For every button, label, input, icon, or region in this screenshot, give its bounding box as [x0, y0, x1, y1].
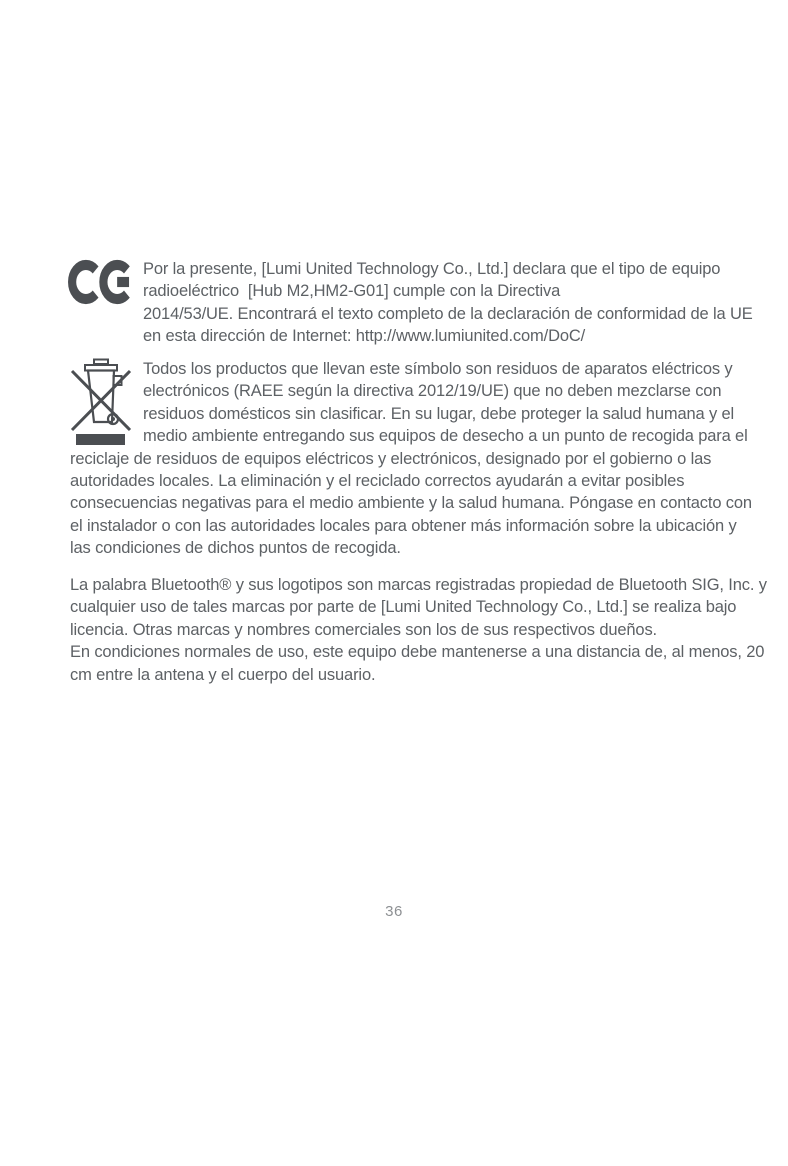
ce-declaration-section: [143, 258, 753, 348]
ce-declaration-line: 2014/53/UE. Encontrará el texto completo de la declaración de conformidad de la UE: [143, 304, 753, 323]
weee-line: medio ambiente entregando sus equipos de desecho a un punto de recogida para el: [143, 427, 748, 446]
weee-line: el instalador o con las autoridades locales para obtener más información sobre la ubicación y: [70, 516, 737, 535]
ce-declaration-line: radioeléctrico [Hub M2,HM2-G01] cumple con la Directiva: [143, 282, 561, 301]
bluetooth-notice-line: cualquier uso de tales marcas por parte de [Lumi United Technology Co., Ltd.] se realiza bajo: [70, 598, 737, 617]
ce-mark-icon: [68, 258, 135, 306]
bluetooth-notice-line: cm entre la antena y el cuerpo del usuario.: [70, 665, 376, 684]
weee-line: residuos domésticos sin clasificar. En su lugar, debe proteger la salud humana y el: [143, 404, 735, 423]
weee-line: las condiciones de dichos puntos de recogida.: [70, 539, 401, 558]
bluetooth-notice-line: En condiciones normales de uso, este equipo debe mantenerse a una distancia de, al menos, 20: [70, 643, 765, 662]
page-number: 36: [385, 903, 403, 920]
bluetooth-notice-section: [70, 574, 767, 686]
bluetooth-notice-line: La palabra Bluetooth® y sus logotipos son marcas registradas propiedad de Bluetooth SIG, Inc. y: [70, 576, 767, 594]
weee-line: Todos los productos que llevan este símbolo son residuos de aparatos eléctricos y: [143, 360, 733, 378]
weee-bin-icon: [70, 358, 143, 446]
ce-declaration-line: en esta dirección de Internet: http://www.lumiunited.com/DoC/: [143, 327, 586, 346]
weee-section: [70, 358, 752, 560]
weee-line: electrónicos (RAEE según la directiva 2012/19/UE) que no deben mezclarse con: [143, 382, 722, 401]
weee-line: consecuencias negativas para el medio ambiente y la salud humana. Póngase en contacto con: [70, 494, 752, 513]
bluetooth-notice-line: licencia. Otras marcas y nombres comerciales son los de sus respectivos dueños.: [70, 620, 657, 639]
weee-line: autoridades locales. La eliminación y el reciclado correctos ayudarán a evitar posibles: [70, 472, 685, 491]
ce-declaration-line: Por la presente, [Lumi United Technology Co., Ltd.] declara que el tipo de equipo: [143, 260, 721, 278]
weee-line: reciclaje de residuos de equipos eléctricos y electrónicos, designado por el gobierno o las: [70, 449, 712, 468]
